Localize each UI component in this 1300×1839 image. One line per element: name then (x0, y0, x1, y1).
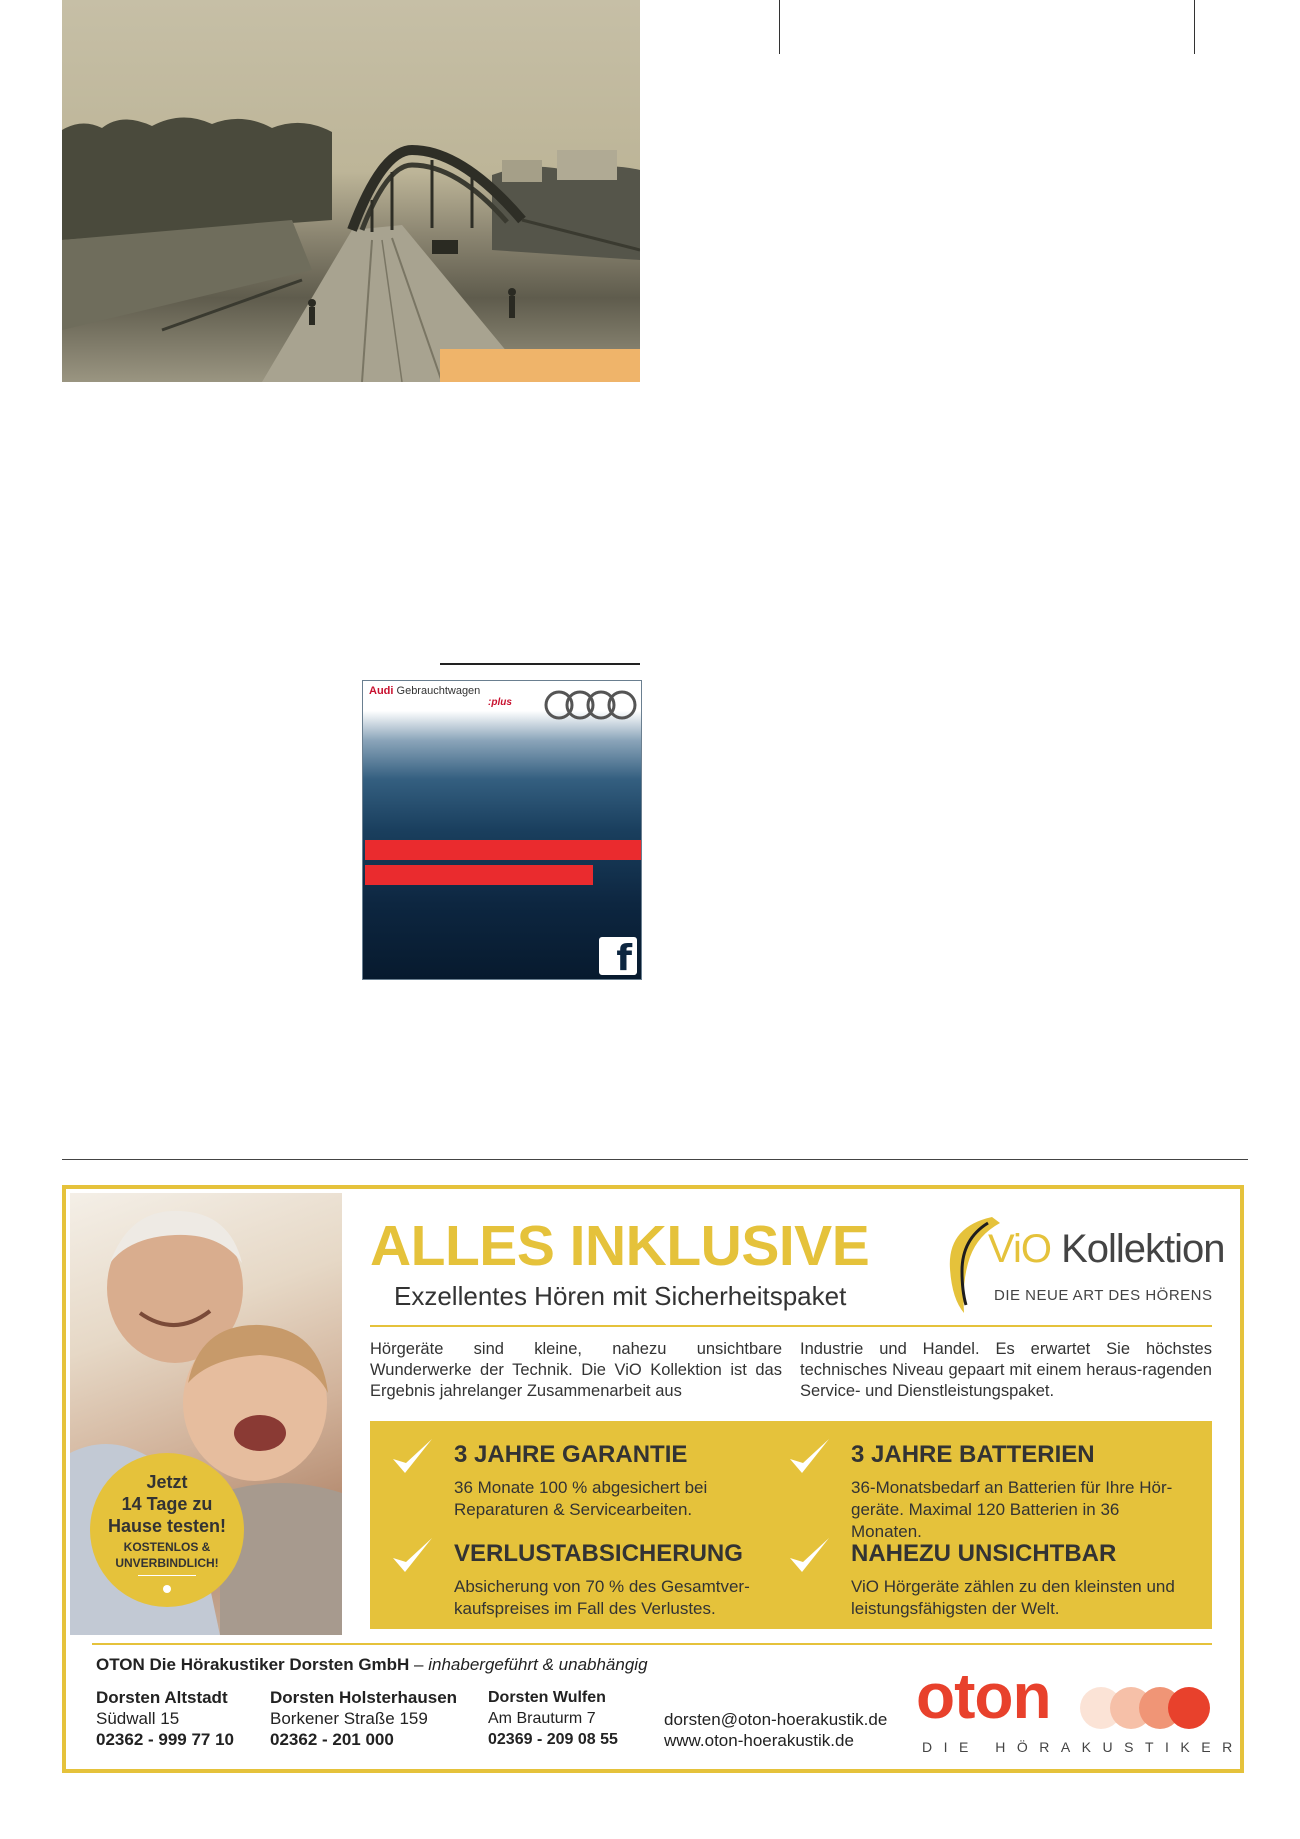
audi-red-banner (365, 840, 641, 860)
historic-bridge-photo (62, 0, 640, 382)
audi-plus-label: :plus (488, 697, 512, 708)
photo-caption-bar (440, 349, 640, 382)
audi-brand-text: Audi Gebrauchtwagen (369, 685, 481, 697)
branch-altstadt: Dorsten Altstadt Südwall 15 02362 - 999 77 10 (96, 1688, 235, 1749)
audi-used-cars-ad[interactable] (362, 680, 642, 980)
oton-logo: oton DIE HÖRAKUSTIKER (916, 1660, 1244, 1755)
gold-rule-top (370, 1325, 1212, 1327)
bridge-illustration (62, 0, 640, 382)
checkmark-icon (390, 1534, 434, 1578)
checkmark-icon (390, 1435, 434, 1479)
ad-subheadline: Exzellentes Hören mit Sicherheitspaket (394, 1281, 847, 1311)
audi-rings-icon (543, 687, 639, 723)
column-divider-right (1194, 0, 1195, 54)
email-link[interactable]: dorsten@oton-hoerakustik.de (664, 1710, 888, 1729)
company-line: OTON Die Hörakustiker Dorsten GmbH – inhabergeführt & unabhängig (96, 1655, 648, 1674)
intro-text-right: Industrie und Handel. Es erwartet Sie höchstes technisches Niveau gepaart mit einem heraus-ragenden Service- und Dienstleistungspaket. (800, 1340, 1212, 1400)
ad-headline: ALLES INKLUSIVE (370, 1214, 870, 1278)
ad-top-rule (440, 663, 640, 665)
oton-circles-icon (1078, 1685, 1212, 1731)
website-link[interactable]: www.oton-hoerakustik.de (664, 1731, 854, 1750)
checkmark-icon (787, 1534, 831, 1578)
audi-red-banner-short (365, 865, 593, 885)
intro-text-left: Hörgeräte sind kleine, nahezu unsichtbare Wunderwerke der Technik. Die ViO Kollektion ist das Ergebnis jahrelanger Zusammenarbeit aus (370, 1340, 782, 1400)
grandfather-child-photo (70, 1193, 342, 1635)
gold-rule-bottom (92, 1643, 1212, 1645)
checkmark-icon (787, 1435, 831, 1479)
column-divider-left (779, 0, 780, 54)
contact-info (664, 1709, 887, 1751)
facebook-icon[interactable]: f (599, 937, 637, 975)
home-test-badge: Jetzt 14 Tage zu Hause testen! KOSTENLOS & UNVERBINDLICH! (90, 1453, 244, 1607)
branch-holsterhausen: Dorsten Holsterhausen Borkener Straße 159 02362 - 201 000 (270, 1688, 458, 1749)
oton-hearing-ad (62, 1185, 1244, 1773)
branch-wulfen: Dorsten Wulfen Am Brauturm 7 02369 - 209 08 55 (488, 1689, 618, 1748)
section-divider (62, 1159, 1248, 1160)
vio-kollektion-logo: ViO Kollektion DIE NEUE ART DES HÖRENS (942, 1209, 1232, 1319)
features-panel: 3 JAHRE GARANTIE 36 Monate 100 % abgesichert bei Reparaturen & Servicearbeiten. 3 JAHRE BATTERIEN 36-Monatsbedarf an Batterien für Ihre Hör-geräte. Maximal 120 Batterien in 36 Monaten. VERLUSTABSICHERUNG Absicherung von 70 % des Gesamtver-kaufspreises im Fall des Verlustes. NAHEZU UNSICHTBAR ViO Hörgeräte zählen zu den kleinsten und leistungsfähigsten der Welt. (370, 1421, 1212, 1629)
